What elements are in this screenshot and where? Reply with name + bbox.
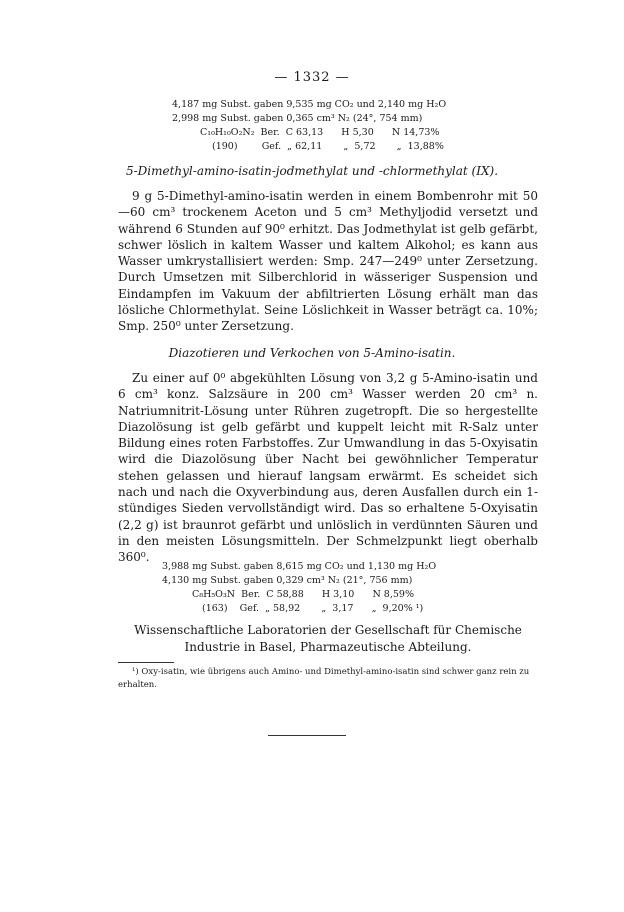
footnote-divider <box>118 662 174 663</box>
section-heading: 5-Dimethyl-amino-isatin-jodmethylat und -chlormethylat (IX). <box>125 164 499 178</box>
analysis-line: 2,998 mg Subst. gaben 0,365 cm³ N₂ (24°, 754 mm) <box>172 113 423 124</box>
footnote: ¹) Oxy-isatin, wie übrigens auch Amino- und Dimethyl-amino-isatin sind schwer ganz rein zu erhalten. <box>118 667 530 690</box>
analysis-line: 4,130 mg Subst. gaben 0,329 cm³ N₂ (21°, 756 mm) <box>162 575 413 586</box>
analysis-line: 4,187 mg Subst. gaben 9,535 mg CO₂ und 2,140 mg H₂O <box>172 99 447 110</box>
section-body <box>118 188 538 335</box>
institution-line: Wissenschaftliche Laboratorien der Gesellschaft für Chemische <box>134 623 522 637</box>
analysis-found-line: (190) Gef. „ 62,11 „ 5,72 „ 13,88% <box>212 141 444 152</box>
end-rule <box>268 735 346 736</box>
analysis-formula-line: C₈H₅O₃N Ber. C 58,88 H 3,10 N 8,59% <box>192 589 414 600</box>
institution-line: Industrie in Basel, Pharmazeutische Abteilung. <box>184 639 472 654</box>
section-heading: Diazotieren und Verkochen von 5-Amino-isatin. <box>168 346 456 360</box>
page-number: — 1332 — <box>274 70 350 85</box>
paragraph: Zu einer auf 0⁰ abgekühlten Lösung von 3,2 g 5-Amino-isatin und 6 cm³ konz. Salzsäure in 200 cm³ Wasser werden 20 cm³ n. Natriumnitrit-Lösung unter Rühren zugetropft. Die so hergestellte Diazolösung ist gelb gefärbt und kuppelt leicht mit R-Salz unter Bildung eines roten Farbstoffes. Zur Umwandlung in das 5-Oxyisatin wird die Diazolösung über Nacht bei gewöhnlicher Temperatur stehen gelassen und hierauf langsam erwärmt. Es scheidet sich nach und nach die Oxyverbindung aus, deren Ausfallen durch ein 1-stündiges Sieden vervollständigt wird. Das so erhaltene 5-Oxyisatin (2,2 g) ist braunrot gefärbt und unlöslich in verdünnten Säuren und in den meisten Lösungsmitteln. Der Schmelzpunkt liegt oberhalb 360⁰. <box>118 371 538 565</box>
analysis-line: 3,988 mg Subst. gaben 8,615 mg CO₂ und 1,130 mg H₂O <box>162 561 437 572</box>
analysis-formula-line: C₁₀H₁₀O₂N₂ Ber. C 63,13 H 5,30 N 14,73% <box>200 127 440 138</box>
institution-affiliation <box>118 622 538 655</box>
analysis-found-line: (163) Gef. „ 58,92 „ 3,17 „ 9,20% ¹) <box>202 603 424 614</box>
paragraph: 9 g 5-Dimethyl-amino-isatin werden in einem Bombenrohr mit 50—60 cm³ trockenem Aceton und 5 cm³ Methyljodid versetzt und während 6 Stunden auf 90⁰ erhitzt. Das Jodmethylat ist gelb gefärbt, schwer löslich in kaltem Wasser und kaltem Alkohol; es kann aus Wasser umkrystallisiert werden: Smp. 247—249⁰ unter Zersetzung. Durch Umsetzen mit Silberchlorid in wässeriger Suspension und Eindampfen im Vakuum der abfiltrierten Lösung erhält man das lösliche Chlormethylat. Seine Löslichkeit in Wasser beträgt ca. 10%; Smp. 250⁰ unter Zersetzung. <box>118 189 538 334</box>
section-body <box>118 370 538 566</box>
